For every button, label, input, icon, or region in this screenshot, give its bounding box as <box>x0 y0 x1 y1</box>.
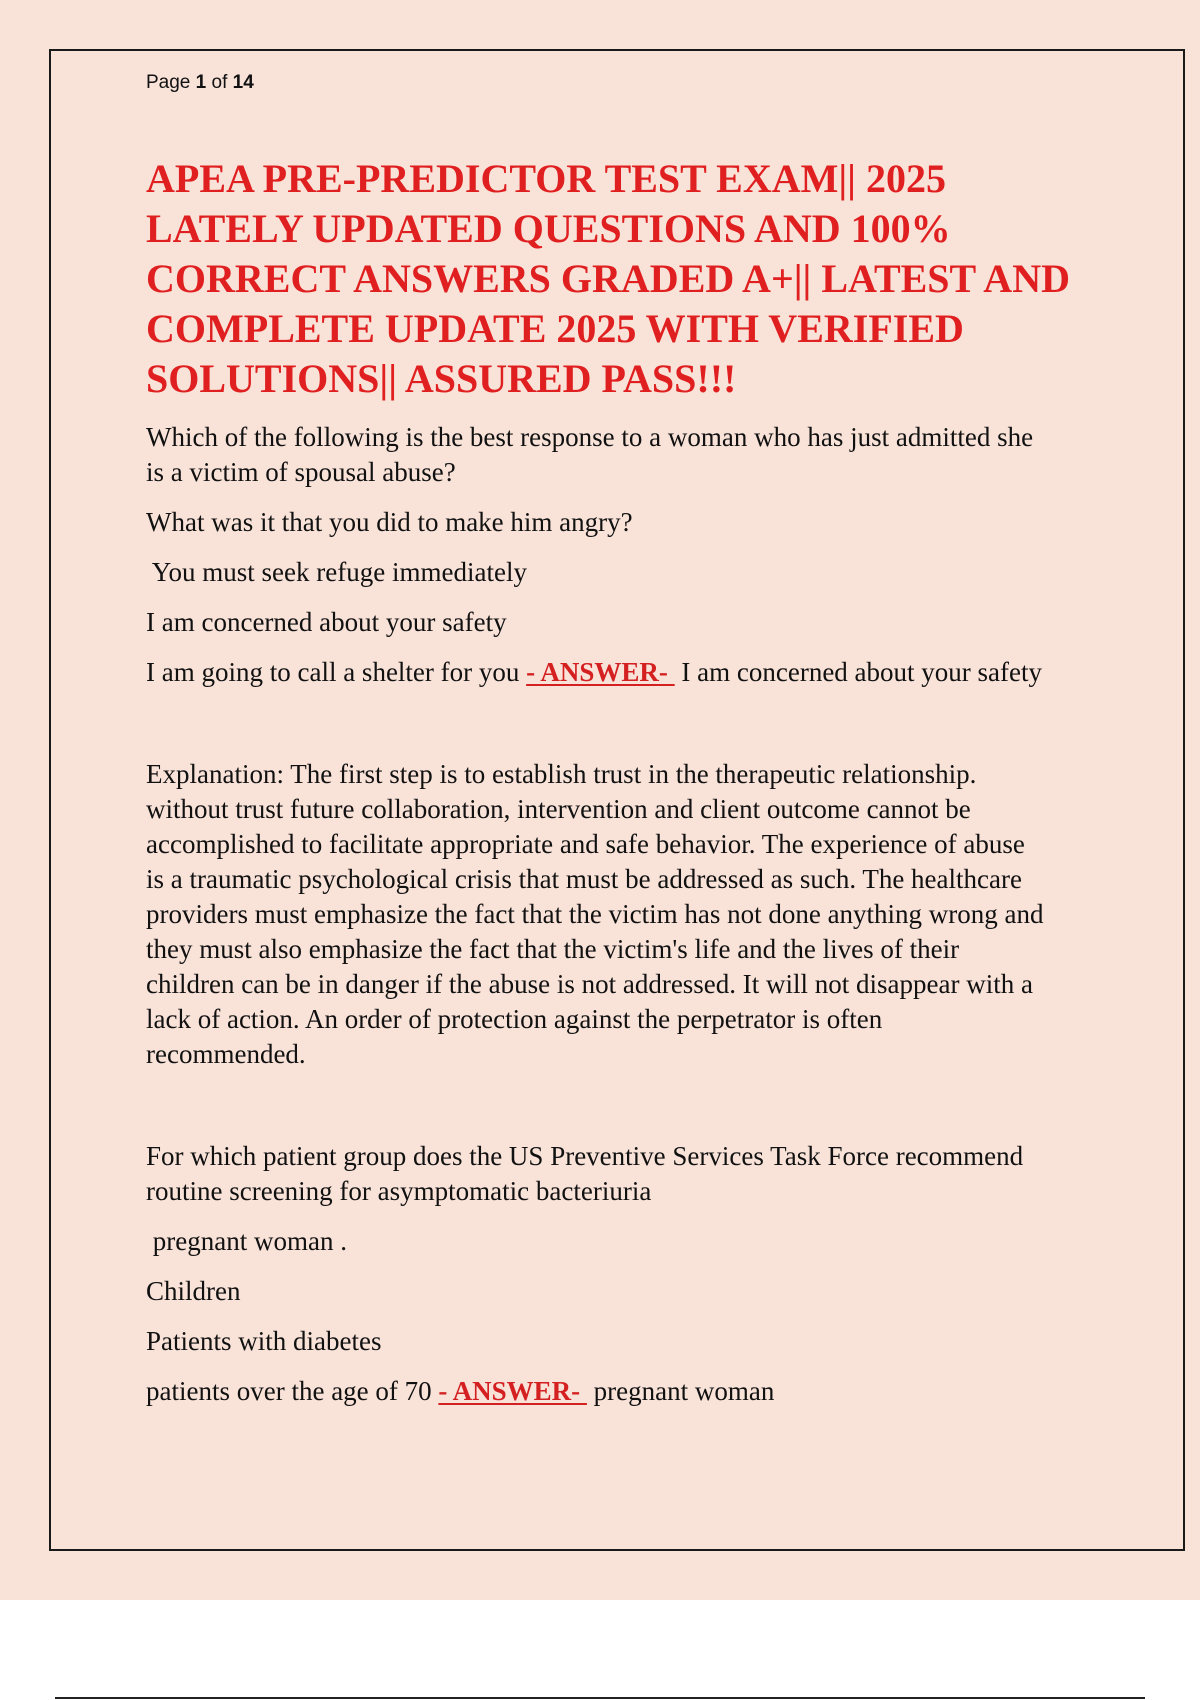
explanation-line: children can be in danger if the abuse is not addressed. It will not disappear with a <box>146 969 1033 999</box>
question-2-option: Children <box>146 1276 241 1306</box>
page-divider <box>55 1697 1145 1699</box>
explanation-line: recommended. <box>146 1039 306 1069</box>
question-1-answer-line <box>146 655 1096 690</box>
question-2-answer-line <box>146 1374 1096 1409</box>
explanation-line: Explanation: The first step is to establish trust in the therapeutic relationship. <box>146 759 977 789</box>
explanation-line: providers must emphasize the fact that the victim has not done anything wrong and <box>146 899 1044 929</box>
answer-tag: - ANSWER- <box>438 1376 587 1406</box>
question-2-option: Patients with diabetes <box>146 1326 382 1356</box>
answer-tag: - ANSWER- <box>526 657 675 687</box>
explanation-line: they must also emphasize the fact that the victim's life and the lives of their <box>146 934 960 964</box>
explanation-line: is a traumatic psychological crisis that must be addressed as such. The healthcare <box>146 864 1022 894</box>
question-1-explanation <box>146 757 1096 1072</box>
question-2 <box>146 1139 1096 1409</box>
question-1 <box>146 420 1096 1072</box>
question-2-option: pregnant woman . <box>146 1226 347 1256</box>
explanation-line: lack of action. An order of protection against the perpetrator is often <box>146 1004 883 1034</box>
question-1-answer: I am concerned about your safety <box>674 657 1043 687</box>
question-2-answer: pregnant woman <box>586 1376 775 1406</box>
question-1-option: You must seek refuge immediately <box>146 557 527 587</box>
title-line: APEA PRE-PREDICTOR TEST EXAM|| 2025 <box>146 156 946 201</box>
page-content <box>146 72 1096 1409</box>
question-1-option: What was it that you did to make him angry? <box>146 507 633 537</box>
title-line: CORRECT ANSWERS GRADED A+|| LATEST AND <box>146 256 1070 301</box>
title-line: LATELY UPDATED QUESTIONS AND 100% <box>146 206 951 251</box>
document-title <box>146 154 1106 404</box>
page-number-total: 14 <box>232 72 254 93</box>
title-line: SOLUTIONS|| ASSURED PASS!!! <box>146 356 737 401</box>
page-number <box>146 72 1096 94</box>
question-1-last-option: I am going to call a shelter for you <box>146 657 527 687</box>
title-line: COMPLETE UPDATE 2025 WITH VERIFIED <box>146 306 964 351</box>
question-1-option: I am concerned about your safety <box>146 607 507 637</box>
stem-line: For which patient group does the US Preventive Services Task Force recommend <box>146 1141 1024 1171</box>
page-number-of: of <box>206 72 233 93</box>
question-1-stem <box>146 420 1096 490</box>
stem-line: routine screening for asymptomatic bacteriuria <box>146 1176 652 1206</box>
page-number-prefix: Page <box>146 72 196 93</box>
explanation-line: accomplished to facilitate appropriate and safe behavior. The experience of abuse <box>146 829 1025 859</box>
stem-line: is a victim of spousal abuse? <box>146 457 456 487</box>
page-number-current: 1 <box>195 72 207 93</box>
question-2-last-option: patients over the age of 70 <box>146 1376 439 1406</box>
explanation-line: without trust future collaboration, intervention and client outcome cannot be <box>146 794 971 824</box>
question-2-stem <box>146 1139 1096 1209</box>
stem-line: Which of the following is the best response to a woman who has just admitted she <box>146 422 1034 452</box>
